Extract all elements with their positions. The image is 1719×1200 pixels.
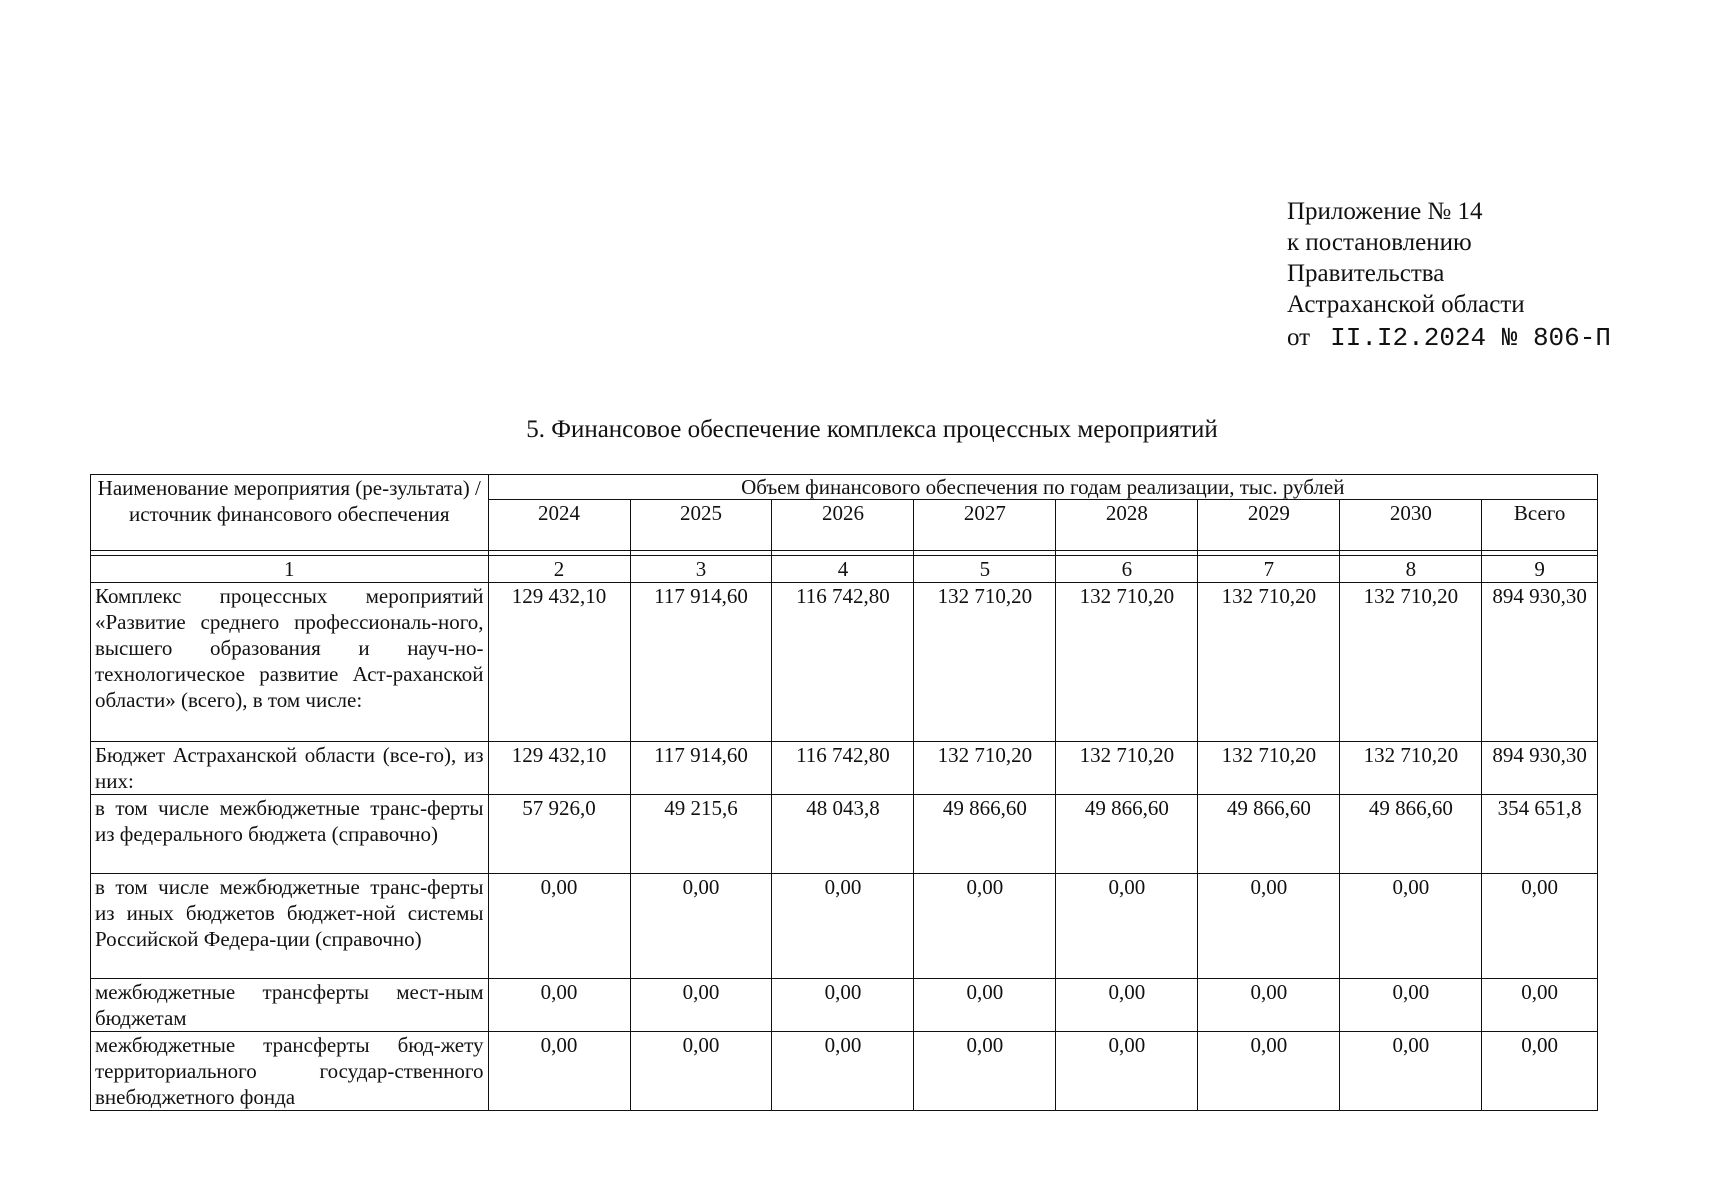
value-cell: 0,00 [772, 979, 914, 1032]
header-span-cell: Объем финансового обеспечения по годам реализации, тыс. рублей [488, 475, 1597, 500]
column-number: 1 [91, 556, 489, 583]
value-cell: 129 432,10 [488, 583, 630, 742]
value-cell: 0,00 [1198, 1032, 1340, 1111]
date-prefix: от [1287, 324, 1311, 351]
column-number: 6 [1056, 556, 1198, 583]
value-cell: 132 710,20 [914, 583, 1056, 742]
header-name-cell: Наименование мероприятия (ре-зультата) / источник финансового обеспечения [91, 475, 489, 551]
table-row [91, 979, 1598, 1032]
value-cell: 0,00 [488, 979, 630, 1032]
row-name-extrabudgetary-fund-transfers: межбюджетные трансферты бюд-жету территориального государ-ственного внебюджетного фонда [91, 1032, 489, 1111]
header-year-2029: 2029 [1198, 500, 1340, 551]
value-cell: 132 710,20 [1198, 583, 1340, 742]
value-cell: 132 710,20 [1056, 583, 1198, 742]
value-cell: 129 432,10 [488, 742, 630, 795]
header-year-2024: 2024 [488, 500, 630, 551]
value-cell: 117 914,60 [630, 583, 772, 742]
column-number: 5 [914, 556, 1056, 583]
total-cell: 894 930,30 [1482, 583, 1598, 742]
value-cell: 0,00 [1340, 874, 1482, 979]
column-number: 8 [1340, 556, 1482, 583]
value-cell: 0,00 [772, 1032, 914, 1111]
column-number: 4 [772, 556, 914, 583]
header-year-2027: 2027 [914, 500, 1056, 551]
value-cell: 0,00 [488, 1032, 630, 1111]
header-year-2026: 2026 [772, 500, 914, 551]
table-row [91, 1032, 1598, 1111]
value-cell: 49 866,60 [1198, 795, 1340, 874]
value-cell: 0,00 [630, 874, 772, 979]
header-year-2025: 2025 [630, 500, 772, 551]
financing-table [90, 474, 1598, 1111]
appendix-date-line [1287, 322, 1611, 354]
column-number: 7 [1198, 556, 1340, 583]
value-cell: 49 866,60 [1340, 795, 1482, 874]
value-cell: 0,00 [1056, 1032, 1198, 1111]
value-cell: 0,00 [1340, 1032, 1482, 1111]
value-cell: 49 866,60 [1056, 795, 1198, 874]
value-cell: 132 710,20 [1198, 742, 1340, 795]
column-number: 3 [630, 556, 772, 583]
value-cell: 116 742,80 [772, 583, 914, 742]
appendix-number: Приложение № 14 [1287, 198, 1483, 225]
row-name-other-budget-transfers: в том числе межбюджетные транс-ферты из иных бюджетов бюджет-ной системы Российской Федера-ции (справочно) [91, 874, 489, 979]
value-cell: 0,00 [630, 1032, 772, 1111]
row-name-federal-transfers: в том числе межбюджетные транс-ферты из федерального бюджета (справочно) [91, 795, 489, 874]
table-row [91, 874, 1598, 979]
total-cell: 354 651,8 [1482, 795, 1598, 874]
column-number: 9 [1482, 556, 1598, 583]
row-name-complex-total: Комплекс процессных мероприятий «Развитие среднего профессиональ-ного, высшего образования и науч-но-технологическое развитие Аст-раханской области» (всего), в том числе: [91, 583, 489, 742]
value-cell: 0,00 [1340, 979, 1482, 1032]
value-cell: 0,00 [772, 874, 914, 979]
table-row [91, 583, 1598, 742]
value-cell: 49 866,60 [914, 795, 1056, 874]
total-cell: 0,00 [1482, 874, 1598, 979]
table-row [91, 742, 1598, 795]
total-cell: 0,00 [1482, 979, 1598, 1032]
appendix-line-decree: к постановлению [1287, 229, 1472, 256]
value-cell: 0,00 [914, 874, 1056, 979]
header-year-2030: 2030 [1340, 500, 1482, 551]
column-number-row [91, 556, 1598, 583]
value-cell: 0,00 [1056, 979, 1198, 1032]
value-cell: 117 914,60 [630, 742, 772, 795]
date-stamp: II.I2.2024 № 806-П [1330, 323, 1611, 353]
value-cell: 0,00 [1198, 979, 1340, 1032]
appendix-block [1287, 196, 1611, 354]
header-total: Всего [1482, 500, 1598, 551]
row-name-regional-budget: Бюджет Астраханской области (все-го), из них: [91, 742, 489, 795]
value-cell: 132 710,20 [1340, 742, 1482, 795]
value-cell: 48 043,8 [772, 795, 914, 874]
value-cell: 0,00 [1198, 874, 1340, 979]
column-number: 2 [488, 556, 630, 583]
value-cell: 132 710,20 [914, 742, 1056, 795]
header-year-2028: 2028 [1056, 500, 1198, 551]
value-cell: 132 710,20 [1340, 583, 1482, 742]
total-cell: 0,00 [1482, 1032, 1598, 1111]
value-cell: 49 215,6 [630, 795, 772, 874]
appendix-line-government: Правительства [1287, 260, 1445, 287]
value-cell: 116 742,80 [772, 742, 914, 795]
value-cell: 0,00 [488, 874, 630, 979]
table-row [91, 795, 1598, 874]
value-cell: 0,00 [914, 979, 1056, 1032]
value-cell: 57 926,0 [488, 795, 630, 874]
value-cell: 0,00 [630, 979, 772, 1032]
section-title: 5. Финансовое обеспечение комплекса процессных мероприятий [526, 416, 1218, 443]
total-cell: 894 930,30 [1482, 742, 1598, 795]
value-cell: 0,00 [914, 1032, 1056, 1111]
value-cell: 132 710,20 [1056, 742, 1198, 795]
appendix-line-region: Астраханской области [1287, 291, 1525, 318]
value-cell: 0,00 [1056, 874, 1198, 979]
row-name-local-transfers: межбюджетные трансферты мест-ным бюджетам [91, 979, 489, 1032]
